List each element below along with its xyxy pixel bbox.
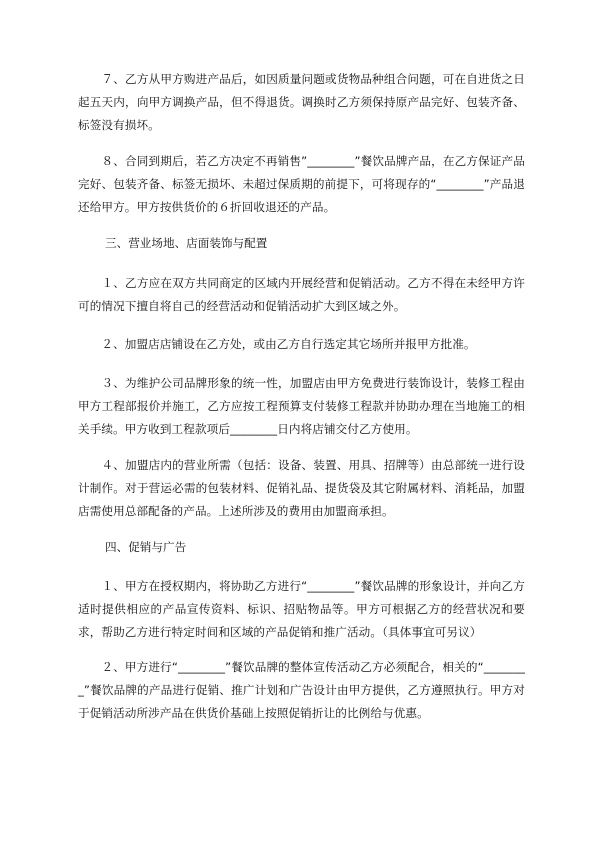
section-3-clause-1-paragraph: １、乙方应在双方共同商定的区域内开展经营和促销活动。乙方不得在未经甲方许可的情况下擅自将自己的经营活动和促销活动扩大到区域之外。 bbox=[78, 276, 525, 313]
section-3-clause-4-paragraph: ４、加盟店内的营业所需（包括：设备、装置、用具、招牌等）由总部统一进行设计制作。对于营运必需的包装材料、促销礼品、提货袋及其它附属材料、消耗品，加盟店需使用总部配备的产品。上述所涉及的费用由加盟商承担。 bbox=[78, 458, 525, 518]
clause-8-paragraph: ８、合同到期后，若乙方决定不再销售”________”餐饮品牌产品，在乙方保证产品完好、包装齐备、标签无损坏、未超过保质期的前提下，可将现存的“________”产品退还给甲方。甲方按供货价的６折回收退还的产品。 bbox=[78, 154, 525, 214]
section-3-clause-3-paragraph: ３、为维护公司品牌形象的统一性，加盟店由甲方免费进行装饰设计，装修工程由甲方工程部报价并施工，乙方应按工程预算支付装修工程款并协助办理在当地施工的相关手续。甲方收到工程款项后________日内将店铺交付乙方使用。 bbox=[78, 376, 525, 436]
section-3-heading: 三、营业场地、店面装饰与配置 bbox=[105, 236, 268, 250]
section-3-clause-2-paragraph: ２、加盟店店铺设在乙方处，或由乙方自行选定其它场所并报甲方批准。 bbox=[78, 337, 476, 351]
clause-7-paragraph: ７、乙方从甲方购进产品后，如因质量问题或货物品种组合问题，可在自进货之日起五天内，向甲方调换产品，但不得退货。调换时乙方须保持原产品完好、包装齐备、标签没有损坏。 bbox=[78, 72, 525, 132]
section-4-clause-1-paragraph: １、甲方在授权期内，将协助乙方进行“________”餐饮品牌的形象设计，并向乙方适时提供相应的产品宣传资料、标识、招贴物品等。甲方可根据乙方的经营状况和要求，帮助乙方进行特定时间和区域的产品促销和推广活动。（具体事宜可另议） bbox=[78, 579, 525, 639]
section-4-clause-2-paragraph: ２、甲方进行“________”餐饮品牌的整体宣传活动乙方必须配合，相关的“________”餐饮品牌的产品进行促销、推广计划和广告设计由甲方提供，乙方遵照执行。甲方对于促销活动所涉产品在供货价基础上按照促销折让的比例给与优惠。 bbox=[78, 660, 525, 720]
section-4-heading: 四、促销与广告 bbox=[105, 540, 187, 554]
